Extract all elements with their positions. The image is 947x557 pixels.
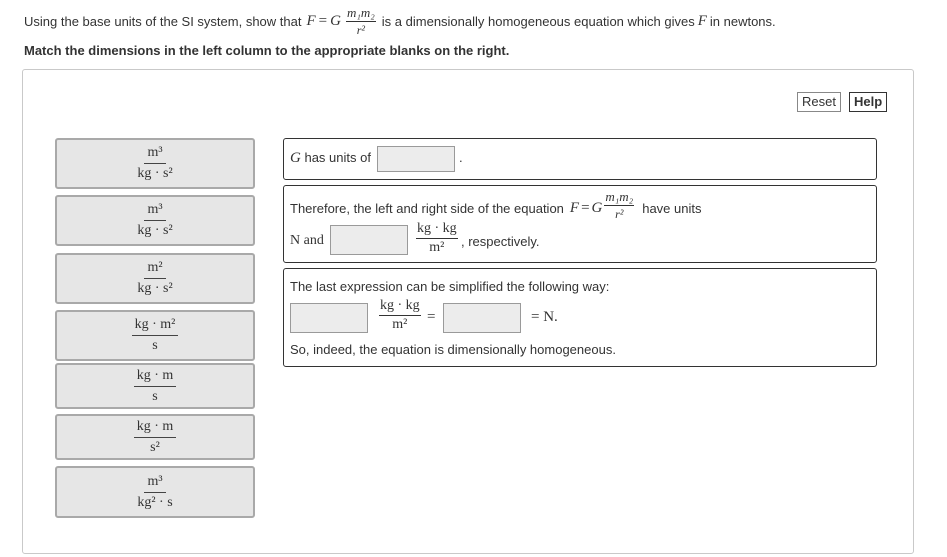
tile-numerator: m³	[144, 146, 165, 164]
tile-numerator: kg · m²	[132, 318, 179, 336]
tile-fraction	[134, 420, 177, 455]
tile-denominator: s	[152, 388, 158, 404]
math-equals: =	[318, 12, 328, 29]
zone2-text-2: have units	[642, 200, 702, 216]
question-suffix-2: in newtons.	[709, 13, 776, 29]
matching-panel	[22, 69, 914, 554]
zone3-text-1: The last expression can be simplified the following way:	[290, 279, 610, 294]
drop-zone-2	[283, 185, 877, 263]
fraction-numerator: m₁m₂	[605, 189, 634, 204]
tile-numerator: kg · m	[134, 369, 177, 387]
tile-fraction	[137, 203, 172, 238]
draggable-tile[interactable]	[55, 363, 255, 409]
help-button[interactable]: Help	[849, 92, 887, 112]
zone1-text: has units of	[304, 150, 371, 165]
tile-denominator: s	[152, 338, 158, 353]
tile-fraction	[134, 369, 177, 404]
tile-fraction	[137, 475, 172, 510]
fraction-denominator: r²	[356, 23, 366, 37]
math-equals: =	[581, 199, 590, 216]
zone2-fraction	[604, 190, 634, 220]
zone2-n-and: N and	[290, 233, 324, 248]
tile-fraction	[137, 261, 172, 296]
question-prefix: Using the base units of the SI system, show that	[24, 13, 302, 29]
math-G: G	[591, 199, 603, 216]
answer-blank-4[interactable]	[443, 303, 521, 333]
zone2-respectively: , respectively.	[461, 234, 540, 249]
tile-denominator: s²	[150, 439, 160, 455]
tile-fraction	[137, 146, 172, 181]
question-suffix: is a dimensionally homogeneous equation which gives	[381, 13, 695, 29]
zone2-unit-fraction	[416, 222, 458, 255]
question-fraction	[346, 6, 376, 36]
answer-blank-3[interactable]	[290, 303, 368, 333]
tile-denominator: kg · s²	[137, 281, 173, 296]
math-G: G	[330, 12, 341, 29]
draggable-tile[interactable]	[55, 195, 255, 246]
drop-zone-3	[283, 268, 877, 367]
fraction-denominator: m²	[429, 240, 445, 255]
tile-fraction	[132, 318, 179, 353]
fraction-denominator: r²	[615, 207, 624, 221]
tile-numerator: m²	[144, 261, 165, 279]
zone2-text-1: Therefore, the left and right side of the equation	[290, 200, 564, 216]
tile-denominator: kg² · s	[137, 494, 173, 510]
drop-zone-1	[283, 138, 877, 180]
tile-numerator: m³	[144, 475, 165, 493]
answer-blank-1[interactable]	[377, 146, 455, 172]
tile-numerator: kg · m	[134, 420, 177, 438]
math-F-2: F	[697, 12, 707, 29]
math-G: G	[290, 150, 301, 166]
draggable-tile[interactable]	[55, 138, 255, 189]
zone3-conclusion: So, indeed, the equation is dimensionally homogeneous.	[290, 342, 616, 357]
zone3-unit-fraction	[379, 299, 421, 332]
draggable-tile[interactable]	[55, 253, 255, 304]
zone1-period: .	[459, 150, 463, 165]
question-text	[24, 6, 776, 36]
zone3-equals: =	[427, 309, 436, 325]
zone3-equals-n: = N.	[531, 309, 558, 325]
draggable-tile[interactable]	[55, 310, 255, 361]
tile-denominator: kg · s²	[137, 166, 173, 181]
tile-denominator: kg · s²	[137, 223, 173, 238]
fraction-denominator: m²	[392, 317, 408, 332]
draggable-tile[interactable]	[55, 414, 255, 460]
math-F: F	[306, 12, 316, 29]
fraction-numerator: kg · kg	[379, 299, 421, 316]
math-F: F	[569, 199, 580, 216]
tile-numerator: m³	[144, 203, 165, 221]
fraction-numerator: kg · kg	[416, 222, 458, 239]
instruction-text: Match the dimensions in the left column to the appropriate blanks on the right.	[24, 43, 510, 58]
reset-button[interactable]: Reset	[797, 92, 841, 112]
answer-blank-2[interactable]	[330, 225, 408, 255]
fraction-numerator: m₁m₂	[346, 5, 375, 20]
draggable-tile[interactable]	[55, 466, 255, 518]
